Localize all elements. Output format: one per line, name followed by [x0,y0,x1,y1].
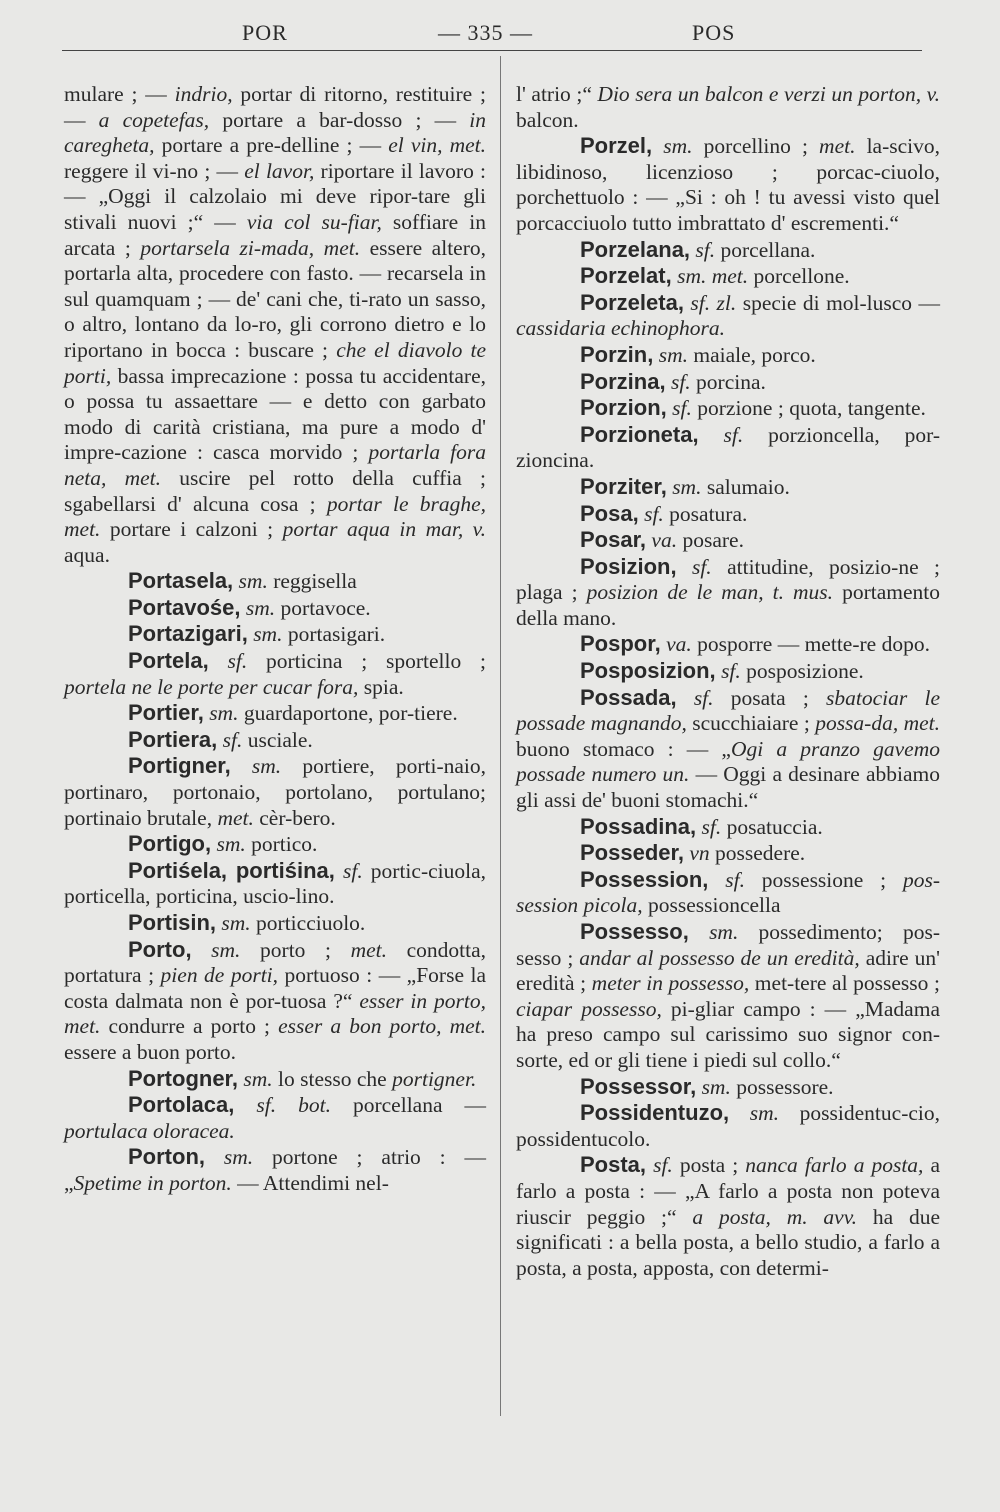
italic-text: meter in possesso, [591,971,750,996]
italic-text: portarla fora neta, met. [64,440,486,490]
italic-text: cassidaria echinophora. [516,316,726,341]
italic-text: sf. [701,814,722,839]
italic-text: sm. [221,911,251,935]
definition-text: usciale. [242,727,313,752]
definition-text [234,1093,256,1117]
italic-text: pos-session picola, [516,867,941,918]
dictionary-entry [516,527,940,554]
definition-text: portar di ritorno, restituire ; — [64,82,486,132]
italic-text: sbatociar le possade magnando, [516,685,940,736]
definition-text [677,555,692,579]
dictionary-entry [64,568,486,595]
entry-continuation [64,82,486,568]
definition-text: — Oggi a desinare abbiamo gli assi de' buoni stomachi.“ [516,762,941,813]
entry-headword: Posseder, [580,840,684,866]
definition-text: posare. [677,528,744,553]
italic-text: sm. met. [677,264,749,289]
italic-text: a copetefas, [98,107,210,132]
definition-text: possedere. [709,841,806,866]
entry-headword: Portisin, [128,910,217,935]
italic-text: pien de porti, [160,963,279,988]
definition-text [335,859,343,883]
italic-text: sf. bot. [256,1093,331,1118]
italic-text: sf. [644,501,664,526]
italic-text: met. [217,805,254,830]
italic-text: portar le braghe, met. [64,491,486,542]
entry-headword: Porzel, [580,133,653,159]
dictionary-entry [516,867,940,919]
entry-headword: Porzelat, [580,263,672,289]
entry-headword: Porzelana, [580,236,691,262]
italic-text: sf. [691,554,712,579]
definition-text [209,649,228,673]
definition-text: a farlo a posta : — „A farlo a posta non poteva riuscir peggio ;“ [516,1153,941,1229]
italic-text: va. [666,632,692,657]
definition-text: porticciuolo. [250,911,366,935]
entry-headword: Posa, [580,500,639,526]
italic-text: via col su-fiar, [246,209,382,234]
italic-text: vn [689,841,710,866]
definition-text: portare a pre-delline ; — [154,133,389,158]
italic-text: sm. [245,595,276,620]
definition-text: porcina. [690,369,766,394]
entry-headword: Porzeleta, [580,289,684,315]
entry-headword: Pospor, [580,631,661,657]
entry-headword: Possadina, [580,813,697,839]
definition-text: porticina ; sportello ; [247,649,486,674]
dictionary-entry [64,753,486,831]
italic-text: andar al possesso de un eredità, [579,945,860,970]
definition-text: guardaportone, por-tiere. [238,701,458,726]
dictionary-entry [64,621,486,648]
dictionary-entry [516,369,940,396]
dictionary-entry [516,263,940,290]
italic-text: che el diavolo te porti, [64,337,487,388]
definition-text: portiere, porti-naio, portinaro, portonaio, portolano, portulano; portinaio brutale, [64,754,486,830]
definition-text [708,868,725,892]
entry-headword: Portogner, [128,1065,239,1091]
definition-text: possedimento; pos-sesso ; [516,920,940,970]
definition-text: porzioncella, por-zioncina. [516,422,941,473]
entry-headword: Porzioneta, [580,421,699,447]
italic-text: sm. [709,920,739,944]
dictionary-entry [516,422,940,474]
running-header [60,14,922,48]
italic-text: sf. [695,237,716,262]
entry-headword: Posta, [580,1152,647,1178]
definition-text: adire un' eredità ; [516,945,941,996]
italic-text: sm. [663,134,693,159]
definition-text: reggisella [267,569,357,594]
italic-text: sf. [653,1153,673,1178]
italic-text: portulaca oloracea. [64,1118,235,1143]
definition-text: salumaio. [701,474,790,499]
definition-text: portavoce. [275,595,371,620]
definition-text [192,938,212,962]
italic-text: sm. [251,754,282,779]
dictionary-entry [516,501,940,528]
dictionary-entry [516,133,940,236]
definition-text: portic-ciuola, porticella, porticina, uscio-lino. [64,858,487,909]
entry-headword: Portiera, [128,726,218,752]
entry-headword: Portavośe, [128,594,241,620]
definition-text: uscire pel rotto della cuffia ; sgabellarsi d' alcuna cosa ; [64,465,486,516]
page-number: — 335 — [438,20,533,45]
dictionary-entry [516,1074,940,1101]
dictionary-entry [64,910,486,937]
dictionary-entry [516,342,940,369]
italic-text: sf. [670,369,691,394]
entry-headword: Porzion, [580,395,667,421]
definition-text: la-scivo, libidinoso, licenzioso ; porcac-ciuolo, porchettuolo : — „Si : oh ! tu avessi visto quel porcacciuolo tutto imbrattato d' escrementi.“ [516,134,941,235]
italic-text: sm. [209,701,239,726]
definition-text [729,1101,750,1125]
italic-text: sm. [253,622,283,647]
entry-headword: Portazigari, [128,621,248,647]
definition-text: balcon. [516,107,579,132]
definition-text: attitudine, posizio-ne ; plaga ; [516,554,940,605]
entry-headword: Portasela, [128,568,234,594]
italic-text: possa-da, met. [815,711,941,736]
definition-text [677,686,694,710]
italic-text: sm. [658,342,688,367]
dictionary-entry [64,831,486,858]
right-column [516,82,940,1281]
entry-headword: Portier, [128,700,204,726]
italic-text: sf. [693,685,714,710]
entry-headword: Possesso, [580,919,689,944]
dictionary-entry [516,631,940,658]
italic-text: sf. zl. [690,290,737,315]
definition-text [231,754,252,778]
dictionary-entry [64,700,486,727]
italic-text: el vin, met. [388,133,487,158]
italic-text: portigner. [392,1066,477,1091]
definition-text: bassa imprecazione : possa tu accidentare, o possa tu assaettare — e detto con garbato modo di carità cristiana, ma pure a modo d' impre-cazione : casca morvido ; [64,363,486,465]
entry-headword: Portigner, [128,753,231,779]
definition-text: condurre a porto ; [100,1014,279,1039]
entry-headword: Porzin, [580,341,654,367]
dictionary-entry [64,727,486,754]
italic-text: met. [819,134,856,159]
italic-text: Dio sera un balcon e verzi un porton, v. [597,82,940,106]
definition-text: posatuccia. [721,814,823,839]
definition-text: possessore. [730,1074,834,1099]
italic-text: sf. [721,659,741,684]
italic-text: sf. [725,867,745,892]
definition-text: portare a bar-dosso ; — [209,107,470,132]
italic-text: posizion de le man, t. mus. [586,580,834,605]
definition-text [652,134,663,158]
dictionary-entry [64,1092,486,1144]
definition-text: posta ; [672,1153,746,1178]
definition-text: porcellone. [748,264,850,289]
definition-text: scucchiaiare ; [686,711,816,736]
dictionary-entry [516,658,940,685]
definition-text: reggere il vi-no ; — [64,158,245,183]
italic-text: a posta, m. avv. [692,1204,858,1229]
definition-text: buono stomaco : — „ [516,736,731,761]
italic-text: sf. [723,422,744,447]
dictionary-entry [64,1144,486,1196]
left-column [64,82,486,1197]
definition-text: portuoso : — „Forse la costa dalmata non è por-tuosa ?“ [64,963,486,1013]
dictionary-entry [516,1152,940,1281]
dictionary-entry [516,290,940,342]
italic-text: sf. [227,649,248,674]
definition-text: portasigari. [282,622,386,647]
italic-text: portarsela zi-mada, met. [140,235,361,260]
entry-headword: Portolaca, [128,1092,235,1118]
definition-text [699,423,724,447]
header-right-guideword: POS [692,20,736,45]
definition-text: posata ; [713,685,827,710]
dictionary-entry [64,858,486,910]
definition-text: aqua. [64,542,110,567]
italic-text: ciapar possesso, [516,996,662,1021]
italic-text: sm. [223,1145,254,1170]
definition-text: ha due significati : a bella posta, a bello studio, a farlo a posta, a posta, apposta, con determi- [516,1204,940,1280]
definition-text: porcellana — [330,1093,487,1118]
dictionary-entry [516,395,940,422]
entry-headword: Posizion, [580,553,677,579]
italic-text: el lavor, [244,158,315,183]
italic-text: sm. [672,474,702,499]
italic-text: Ogi a pranzo gavemo possade numero un. [516,736,940,787]
definition-text: portare i calzoni ; [100,517,283,542]
dictionary-entry [516,685,940,814]
italic-text: sm. [238,569,268,594]
definition-text: specie di mol-lusco — [736,290,941,315]
definition-text: pi-gliar campo : — „Madama ha preso campo sul carissimo suo signor con-sorte, ed or gli tiene i piedi sul collo.“ [516,996,940,1072]
entry-headword: Portiśela, portiśina, [128,857,335,883]
definition-text: lo stesso che [272,1066,393,1091]
italic-text: indrio, [174,82,233,106]
dictionary-entry [516,919,940,1074]
definition-text: condotta, portatura ; [64,937,486,988]
definition-text: possessione ; [744,867,903,892]
definition-text: soffiare in arcata ; [64,209,486,260]
dictionary-entry [516,1100,940,1152]
definition-text: met-tere al possesso ; [749,971,940,996]
entry-headword: Porziter, [580,473,667,499]
italic-text: portela ne le porte per cucar fora, [64,674,359,699]
entry-headword: Possessor, [580,1073,697,1099]
definition-text: mulare ; — [64,82,175,106]
dictionary-entry [516,474,940,501]
italic-text: sf. [672,396,692,421]
dictionary-entry [516,840,940,867]
italic-text: esser a bon porto, met. [278,1014,486,1039]
italic-text: esser in porto, met. [64,988,486,1039]
entry-headword: Possession, [580,866,709,892]
entry-headword: Possidentuzo, [580,1100,730,1126]
dictionary-entry [64,937,486,1066]
italic-text: sm. [211,937,241,962]
italic-text: portar aqua in mar, v. [282,517,486,542]
definition-text: posposizione. [740,659,864,684]
column-divider [500,56,501,1416]
definition-text: l' atrio ;“ [516,82,598,106]
definition-text: porcellino ; [692,134,820,159]
header-rule [62,50,922,51]
entry-headword: Porto, [128,936,192,962]
definition-text: portone ; atrio : — „ [64,1145,487,1195]
dictionary-entry [64,595,486,622]
definition-text: posatura. [663,501,748,526]
entry-continuation [516,82,940,133]
italic-text: sm. [243,1066,273,1091]
definition-text: possidentuc-cio, possidentucolo. [516,1101,940,1151]
dictionary-entry [516,814,940,841]
header-left-guideword: POR [242,20,288,45]
entry-headword: Posar, [580,527,647,553]
definition-text: porzione ; quota, tangente. [691,396,926,421]
entry-headword: Posposizion, [580,658,716,684]
definition-text: essere a buon porto. [64,1039,236,1064]
italic-text: sm. [701,1074,731,1099]
italic-text: Spetime in porton. [73,1170,232,1195]
entry-headword: Porzina, [580,368,666,394]
italic-text: in caregheta, [64,107,486,158]
definition-text: portamento della mano. [516,580,940,630]
definition-text: portico. [245,832,318,857]
italic-text: sm. [216,832,246,857]
italic-text: sf. [222,727,243,752]
entry-headword: Porton, [128,1144,205,1170]
definition-text: spia. [358,674,404,699]
entry-headword: Portigo, [128,831,212,857]
dictionary-entry [64,1066,486,1093]
dictionary-entry [516,554,940,632]
italic-text: met. [350,937,387,962]
definition-text [205,1145,224,1169]
definition-text: riportare il lavoro : — „Oggi il calzolaio mi deve ripor-tare gli stivali nuovi ;“ — [64,158,486,234]
italic-text: va. [651,528,678,553]
definition-text: porto ; [240,937,351,962]
italic-text: sf. [342,858,363,883]
dictionary-entry [516,237,940,264]
definition-text [689,920,709,944]
definition-text: posporre — mette-re dopo. [691,632,930,657]
italic-text: nanca farlo a posta, [745,1153,924,1178]
italic-text: sm. [749,1101,780,1126]
definition-text: cèr-bero. [253,805,336,830]
definition-text: — Attendimi nel- [231,1170,389,1195]
definition-text: maiale, porco. [688,342,816,367]
definition-text: essere altero, portarla alta, procedere con fasto. — recarsela in sul quamquam ; — de' cani che, ti-rato un sasso, o altro, lontano da lo-ro, gli corrono dietro e lo riportano in bocca : buscare ; [64,235,487,362]
entry-headword: Possada, [580,684,677,710]
definition-text: possessioncella [642,893,781,918]
entry-headword: Portela, [128,648,209,674]
dictionary-entry [64,648,486,700]
definition-text: porcellana. [715,237,816,262]
